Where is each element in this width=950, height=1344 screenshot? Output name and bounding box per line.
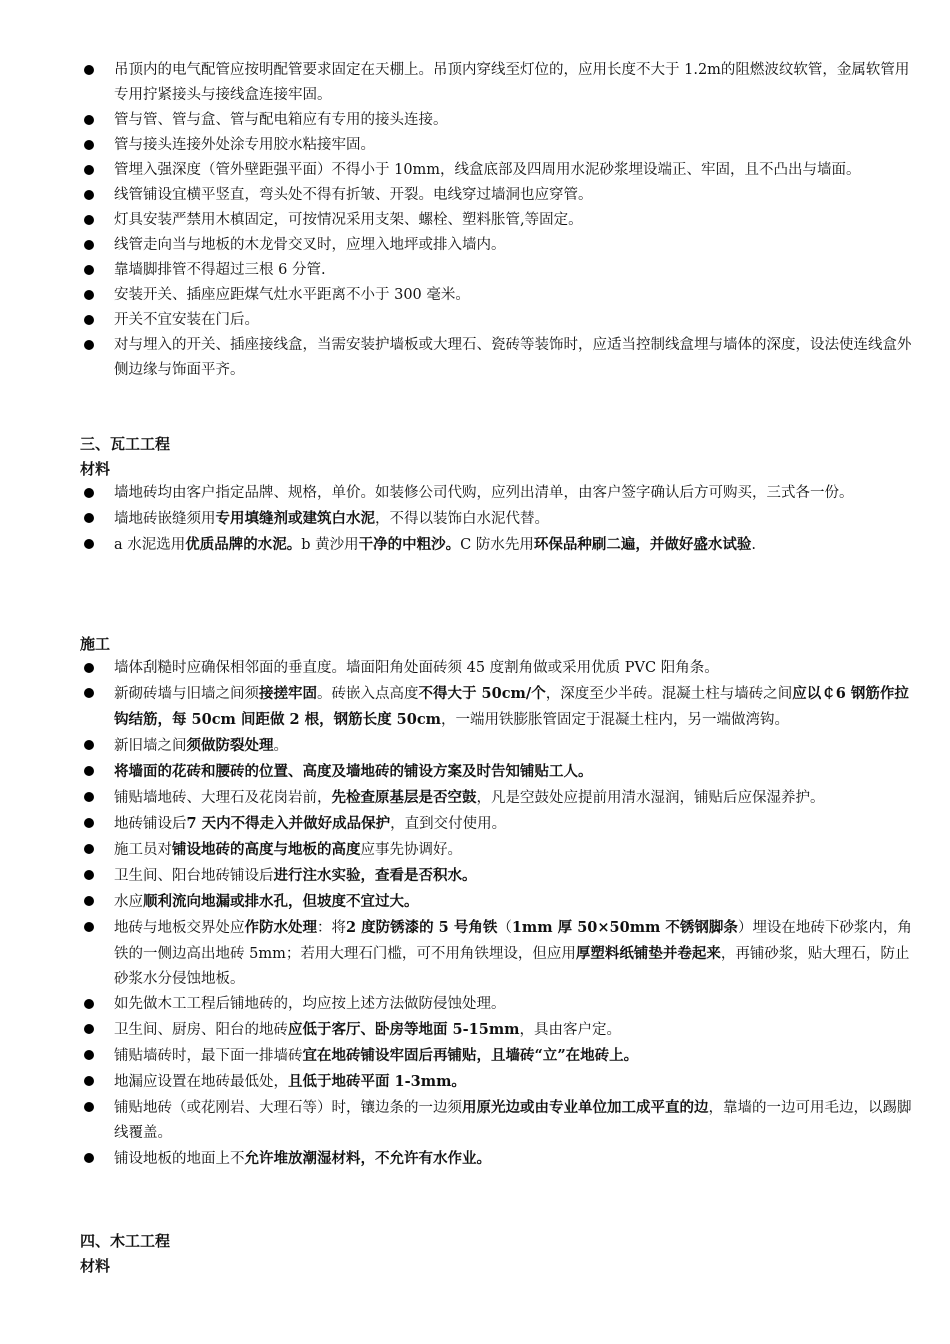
list-item-text: a 水泥选用: [114, 537, 186, 553]
list-item-text: 卫生间、阳台地砖铺设后: [114, 868, 274, 884]
bold-text: 不得大于 50cm/个: [418, 685, 546, 702]
bold-text: 厚塑料纸铺垫并卷起来: [575, 945, 721, 962]
bold-text: 将墙面的花砖和腰砖的位置、高度及墙地砖的铺设方案及时告知铺贴工人。: [114, 763, 593, 780]
bullet-icon: [84, 922, 94, 932]
list-item: [0, 258, 950, 283]
list-item-text: 铺贴墙地砖、大理石及花岗岩前，: [114, 790, 332, 806]
bullet-icon: [84, 488, 94, 498]
list-item: [0, 481, 950, 506]
bullet-icon: [84, 190, 94, 200]
bold-text: 作防水处理: [244, 919, 317, 936]
list-item: [0, 759, 950, 785]
section-3-construction-label: 施工: [80, 635, 111, 653]
bullet-icon: [84, 265, 94, 275]
bold-text: 且低于地砖平面 1-3mm。: [288, 1073, 466, 1090]
bullet-icon: [84, 1076, 94, 1086]
bullet-icon: [84, 844, 94, 854]
bold-text: 进行注水实验，查看是否积水。: [273, 867, 477, 884]
list-item: [0, 133, 950, 158]
list-item-text: 开关不宜安装在门后。: [114, 312, 259, 328]
bold-text: 铺设地砖的高度与地板的高度: [172, 841, 361, 858]
bold-text: 干净的中粗沙。: [358, 536, 461, 553]
list-item: [0, 233, 950, 258]
list-item: [0, 1043, 950, 1069]
bullet-icon: [84, 290, 94, 300]
list-item-text: b 黄沙用: [301, 537, 359, 553]
section-4-title: 四、木工工程: [80, 1232, 171, 1250]
list-item: [0, 785, 950, 811]
list-item-text: 对与埋入的开关、插座接线盒，当需安装护墙板或大理石、瓷砖等装饰时，应适当控制线盒埋与墙体的深度，设法使连线盒外侧边缘与饰面平齐。: [114, 337, 912, 378]
list-item-text: （: [497, 920, 512, 936]
bold-text: 用原光边或由专业单位加工成平直的边: [462, 1099, 709, 1116]
bullet-icon: [84, 240, 94, 250]
bullet-icon: [84, 663, 94, 673]
list-item-text: ：将: [317, 920, 346, 936]
list-item: [0, 915, 950, 992]
list-item: [0, 308, 950, 333]
bullet-icon: [84, 215, 94, 225]
section-3-materials-label: 材料: [80, 460, 111, 478]
list-item-text: 铺贴地砖（或花刚岩、大理石等）时，镶边条的一边须: [114, 1100, 462, 1116]
list-item: [0, 532, 950, 558]
list-item: [0, 681, 950, 733]
list-item-text: 铺设地板的地面上不: [114, 1151, 245, 1167]
list-item-text: 线管铺设宜横平竖直，弯头处不得有折皱、开裂。电线穿过墙洞也应穿管。: [114, 187, 593, 203]
list-item: [0, 811, 950, 837]
bold-text: 1mm 厚 50×50mm 不锈钢脚条: [511, 919, 738, 936]
list-item-text: 线管走向当与地板的木龙骨交叉时，应埋入地坪或排入墙内。: [114, 237, 506, 253]
list-item-text: 水应: [114, 894, 143, 910]
bullet-icon: [84, 513, 94, 523]
bullet-icon: [84, 766, 94, 776]
list-item-text: 管与管、管与盒、管与配电箱应有专用的接头连接。: [114, 112, 448, 128]
bullet-icon: [84, 539, 94, 549]
bullet-icon: [84, 315, 94, 325]
bullet-icon: [84, 870, 94, 880]
list-item-text: ，直到交付使用。: [390, 816, 507, 832]
list-item-text: ，不得以装饰白水泥代替。: [375, 511, 549, 527]
list-item-text: 靠墙脚排管不得超过三根 6 分管.: [114, 262, 326, 278]
list-item: [0, 208, 950, 233]
bullet-icon: [84, 896, 94, 906]
list-item-text: 地漏应设置在地砖最低处，: [114, 1074, 288, 1090]
list-item: [0, 1017, 950, 1043]
list-item-text: 灯具安装严禁用木槙固定，可按情况采用支架、螺栓、塑料胀管,等固定。: [114, 212, 583, 228]
list-item-text: 地砖铺设后: [114, 816, 187, 832]
tile-construction-list: [0, 656, 950, 1172]
list-item: [0, 58, 950, 108]
list-item: [0, 108, 950, 133]
list-item: [0, 283, 950, 308]
list-item-text: 墙地砖均由客户指定品牌、规格，单价。如装修公司代购，应列出清单，由客户签字确认后方可购买，三式各一份。: [114, 485, 854, 501]
list-item: [0, 1069, 950, 1095]
bold-text: 专用填缝剂或建筑白水泥: [215, 510, 375, 527]
list-item-text: 安装开关、插座应距煤气灶水平距离不小于 300 毫米。: [114, 287, 470, 303]
list-item: [0, 656, 950, 681]
bold-text: 7 天内不得走入并做好成品保护: [186, 815, 391, 832]
list-item-text: 新旧墙之间: [114, 738, 187, 754]
list-item-text: 管与接头连接外处涂专用胶水粘接牢固。: [114, 137, 375, 153]
list-item: [0, 1095, 950, 1146]
bold-text: 应低于客厅、卧房等地面 5-15mm: [288, 1021, 520, 1038]
list-item-text: 施工员对: [114, 842, 172, 858]
bullet-icon: [84, 140, 94, 150]
list-item-text: 吊顶内的电气配管应按明配管要求固定在天棚上。吊顶内穿线至灯位的，应用长度不大于 1.2m的阻燃波纹软管，金属软管用专用拧紧接头与接线盒连接牢固。: [114, 62, 910, 103]
list-item: [0, 733, 950, 759]
list-item: [0, 992, 950, 1017]
list-item-text: 。: [273, 738, 288, 754]
list-item: [0, 158, 950, 183]
electrical-list: [0, 58, 950, 383]
list-item-text: 卫生间、厨房、阳台的地砖: [114, 1022, 288, 1038]
bullet-icon: [84, 1102, 94, 1112]
list-item-text: ，靠墙的一边可用毛边，以踢脚线覆盖。: [114, 1100, 912, 1141]
bullet-icon: [84, 165, 94, 175]
bold-text: 2 度防锈漆的 5 号角铁: [346, 919, 498, 936]
list-item-text: 新砌砖墙与旧墙之间须: [114, 686, 259, 702]
bold-text: 先检查原基层是否空鼓: [331, 789, 477, 806]
bullet-icon: [84, 740, 94, 750]
list-item-text: 。砖嵌入点高度: [317, 686, 419, 702]
bold-text: 顺利流向地漏或排水孔，但坡度不宜过大。: [143, 893, 419, 910]
list-item: [0, 183, 950, 208]
list-item-text: .: [751, 537, 756, 553]
bullet-icon: [84, 115, 94, 125]
list-item-text: ，一端用铁膨胀管固定于混凝土柱内，另一端做湾钩。: [441, 712, 790, 728]
section-4-materials-label: 材料: [80, 1257, 111, 1275]
list-item-text: 铺贴墙砖时，最下面一排墙砖: [114, 1048, 303, 1064]
bold-text: 允许堆放潮湿材料，不允许有水作业。: [244, 1150, 491, 1167]
list-item-text: ）埋设在地砖下砂浆内，角铁的一侧边高出地砖 5mm；若用大理石门槛，可不用角铁埋设，但应用: [114, 920, 912, 962]
list-item: [0, 863, 950, 889]
bullet-icon: [84, 792, 94, 802]
bullet-icon: [84, 818, 94, 828]
list-item: [0, 333, 950, 383]
bold-text: 优质品牌的水泥。: [185, 536, 302, 553]
list-item-text: ，深度至少半砖。混凝土柱与墙砖之间: [545, 686, 793, 702]
bullet-icon: [84, 688, 94, 698]
list-item-text: ，凡是空鼓处应提前用清水湿润，铺贴后应保湿养护。: [476, 790, 825, 806]
list-item-text: 管埋入强深度（管外壁距强平面）不得小于 10mm，线盒底部及四周用水泥砂浆埋设端正、牢固，且不凸出与墙面。: [114, 162, 861, 178]
bold-text: 环保品种刷二遍，并做好盛水试验: [533, 536, 752, 553]
list-item-text: 地砖与地板交界处应: [114, 920, 245, 936]
list-item: [0, 889, 950, 915]
bullet-icon: [84, 999, 94, 1009]
bold-text: 宜在地砖铺设牢固后再铺贴，且墙砖“立”在地砖上。: [302, 1047, 639, 1064]
bold-text: 接搓牢固: [259, 685, 317, 702]
list-item-text: ，具由客户定。: [519, 1022, 622, 1038]
list-item-text: C 防水先用: [460, 537, 534, 553]
bold-text: 须做防裂处理: [186, 737, 274, 754]
bullet-icon: [84, 1153, 94, 1163]
list-item-text: 墙体刮糙时应确保相邻面的垂直度。墙面阳角处面砖须 45 度割角做或采用优质 PVC 阳角条。: [114, 660, 719, 676]
list-item-text: ，再铺砂浆，贴大理石，防止砂浆水分侵蚀地板。: [114, 946, 910, 987]
tile-materials-list: [0, 481, 950, 558]
list-item: [0, 837, 950, 863]
list-item: [0, 506, 950, 532]
list-item-text: 如先做木工工程后铺地砖的，均应按上述方法做防侵蚀处理。: [114, 996, 506, 1012]
section-3-title: 三、瓦工工程: [80, 435, 171, 453]
list-item: [0, 1146, 950, 1172]
list-item-text: 应事先协调好。: [360, 842, 462, 858]
bullet-icon: [84, 340, 94, 350]
bullet-icon: [84, 1024, 94, 1034]
list-item-text: 墙地砖嵌缝须用: [114, 511, 216, 527]
bullet-icon: [84, 1050, 94, 1060]
bullet-icon: [84, 65, 94, 75]
bold-text: 应以￠6 钢筋作拉钩结筋，每 50cm 间距做 2 根，钢筋长度 50cm: [114, 685, 909, 728]
